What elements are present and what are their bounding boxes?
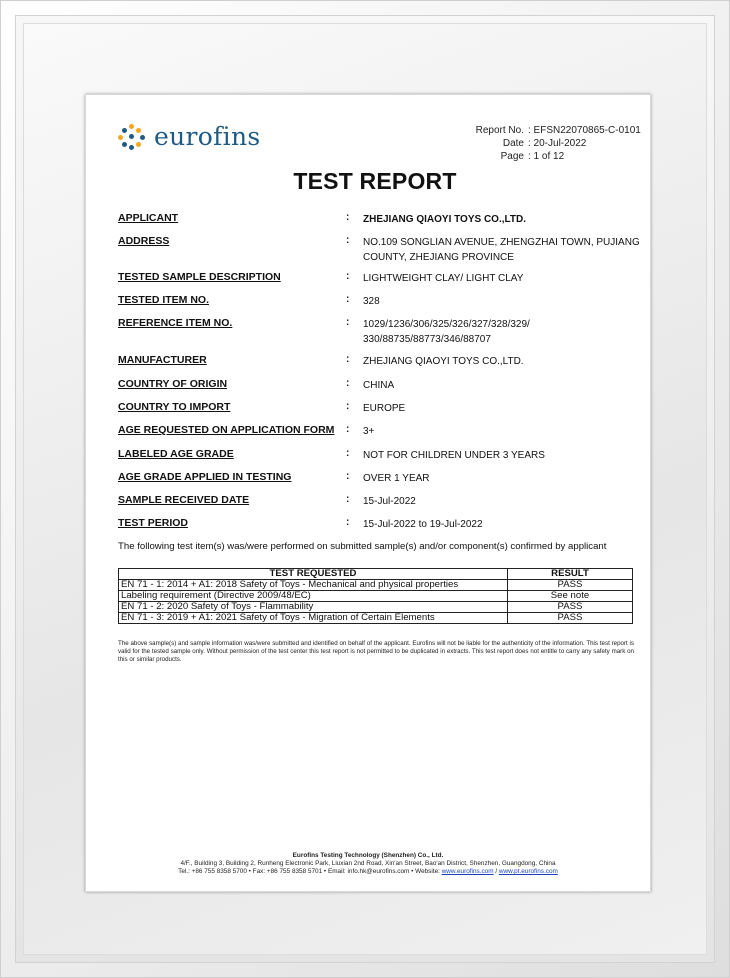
- field-colon: :: [346, 378, 350, 389]
- logo-wordmark: eurofins: [154, 122, 261, 151]
- field-value: OVER 1 YEAR: [363, 473, 430, 484]
- field-label: COUNTRY TO IMPORT: [118, 401, 231, 413]
- page-footer: [85, 852, 651, 876]
- field-value: 1029/1236/306/325/326/327/328/329/ 330/88735/88773/346/88707: [363, 319, 530, 345]
- field-value: EUROPE: [363, 403, 406, 414]
- footer-company: Eurofins Testing Technology (Shenzhen) Co., Ltd.: [292, 852, 444, 859]
- header-result: RESULT: [508, 569, 633, 580]
- footer-link-eurofins[interactable]: www.eurofins.com: [441, 868, 494, 875]
- field-value: 3+: [363, 426, 375, 437]
- eurofins-dots-icon: [118, 123, 146, 151]
- meta-value: : 1 of 12: [528, 151, 565, 162]
- meta-label: Date: [502, 138, 524, 149]
- field-value: NOT FOR CHILDREN UNDER 3 YEARS: [363, 450, 545, 461]
- field-label: TEST PERIOD: [118, 517, 189, 529]
- field-label: MANUFACTURER: [118, 354, 207, 366]
- field-colon: :: [346, 271, 350, 282]
- table-row: [119, 613, 633, 624]
- field-colon: :: [346, 317, 350, 328]
- meta-page: [462, 150, 641, 163]
- field-value: 15-Jul-2022: [363, 496, 416, 507]
- field-value: ZHEJIANG QIAOYI TOYS CO.,LTD.: [363, 356, 524, 367]
- field-label: AGE GRADE APPLIED IN TESTING: [118, 471, 292, 483]
- footer-link-separator: /: [493, 868, 499, 875]
- field-colon: :: [346, 401, 350, 412]
- field-colon: :: [346, 517, 350, 528]
- table-row: [119, 580, 633, 591]
- field-value: 328: [363, 296, 380, 307]
- field-colon: :: [346, 354, 350, 365]
- meta-label: Report No.: [475, 125, 524, 136]
- field-colon: :: [346, 448, 350, 459]
- field-label: AGE REQUESTED ON APPLICATION FORM: [118, 424, 335, 436]
- disclaimer-text: The above sample(s) and sample information was/were submitted and identified on behalf of the applicant. Eurofins will not be liable for the authenticity of the information. This test report is valid for the tested sample only. Without permission of the test center this test report is not permitted to be duplicated in extracts. This test report does not entitle to carry any safety mark on this or similar products.: [118, 640, 634, 663]
- test-name: Labeling requirement (Directive 2009/48/EC): [119, 591, 508, 602]
- field-label: COUNTRY OF ORIGIN: [118, 378, 228, 390]
- field-label: TESTED ITEM NO.: [118, 294, 210, 306]
- results-table: [118, 568, 633, 624]
- table-header-row: [119, 569, 633, 580]
- table-row: [119, 602, 633, 613]
- table-row: [119, 591, 633, 602]
- field-colon: :: [346, 294, 350, 305]
- meta-date: [462, 137, 641, 150]
- field-label: SAMPLE RECEIVED DATE: [118, 494, 250, 506]
- field-colon: :: [346, 494, 350, 505]
- meta-report-no: [462, 124, 641, 137]
- field-colon: :: [346, 424, 350, 435]
- footer-contact: Tel.: +86 755 8358 5700 • Fax: +86 755 8358 5701 • Email: info.hk@eurofins.com • Website:: [178, 868, 442, 875]
- field-label: LABELED AGE GRADE: [118, 448, 234, 460]
- field-value: 15-Jul-2022 to 19-Jul-2022: [363, 519, 483, 530]
- field-colon: :: [346, 212, 350, 223]
- test-result: PASS: [508, 580, 633, 591]
- eurofins-logo: [118, 122, 260, 151]
- header-test-requested: TEST REQUESTED: [119, 569, 508, 580]
- field-value: NO.109 SONGLIAN AVENUE, ZHENGZHAI TOWN, PUJIANG COUNTY, ZHEJIANG PROVINCE: [363, 237, 640, 263]
- intro-text: The following test item(s) was/were performed on submitted sample(s) and/or component(s) confirmed by applicant: [118, 541, 607, 552]
- field-value: CHINA: [363, 380, 395, 391]
- test-name: EN 71 - 2: 2020 Safety of Toys - Flammability: [119, 602, 508, 613]
- field-colon: :: [346, 235, 350, 246]
- report-title: TEST REPORT: [293, 168, 457, 194]
- field-label: APPLICANT: [118, 212, 179, 224]
- field-colon: :: [346, 471, 350, 482]
- report-meta: [462, 124, 641, 163]
- field-label: REFERENCE ITEM NO.: [118, 317, 233, 329]
- meta-value: : 20-Jul-2022: [528, 138, 587, 149]
- field-value: ZHEJIANG QIAOYI TOYS CO.,LTD.: [363, 214, 526, 225]
- test-name: EN 71 - 3: 2019 + A1: 2021 Safety of Toys - Migration of Certain Elements: [119, 613, 508, 624]
- test-result: See note: [508, 591, 633, 602]
- field-label: ADDRESS: [118, 235, 170, 247]
- field-label: TESTED SAMPLE DESCRIPTION: [118, 271, 281, 283]
- field-value: LIGHTWEIGHT CLAY/ LIGHT CLAY: [363, 273, 524, 284]
- test-name: EN 71 - 1: 2014 + A1: 2018 Safety of Toys - Mechanical and physical properties: [119, 580, 508, 591]
- footer-address: 4/F., Building 3, Building 2, Runheng Electronic Park, Liuxian 2nd Road, Xin'an Street, Bao'an District, Shenzhen, Guangdong, China: [180, 860, 556, 867]
- test-result: PASS: [508, 602, 633, 613]
- test-result: PASS: [508, 613, 633, 624]
- meta-value: : EFSN22070865-C-0101: [528, 125, 641, 136]
- footer-contact-line: [85, 868, 651, 876]
- meta-label: Page: [500, 151, 524, 162]
- footer-link-pt-eurofins[interactable]: www.pt.eurofins.com: [498, 868, 558, 875]
